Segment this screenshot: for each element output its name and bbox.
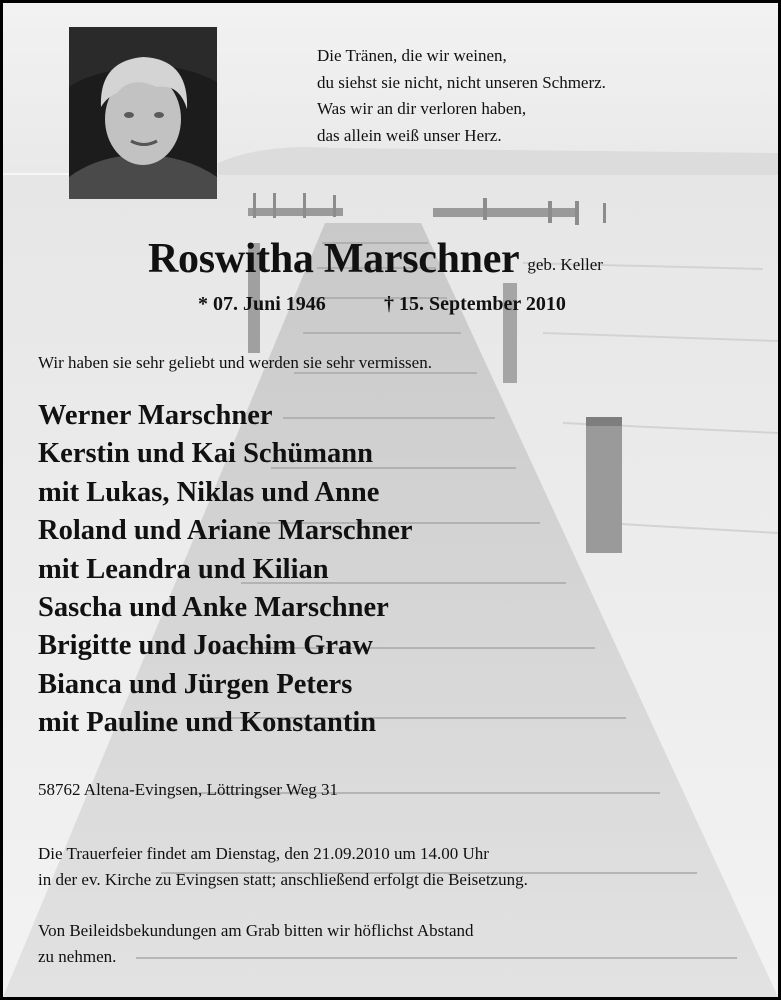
poem — [317, 43, 606, 149]
maiden-name: geb. Keller — [527, 255, 603, 274]
poem-line: Die Tränen, die wir weinen, — [317, 46, 507, 65]
service-line: Die Trauerfeier findet am Dienstag, den 21.09.2010 um 14.00 Uhr — [38, 844, 489, 863]
service-line: in der ev. Kirche zu Evingsen statt; anschließend erfolgt die Beisetzung. — [38, 870, 528, 889]
condolence-line: Von Beileidsbekundungen am Grab bitten wir höflichst Abstand — [38, 921, 474, 940]
family-member: mit Leandra und Kilian — [38, 553, 329, 585]
death-date: † 15. September 2010 — [384, 293, 566, 315]
family-member: Sascha und Anke Marschner — [38, 592, 389, 624]
deceased-name: Roswitha Marschner — [148, 236, 520, 282]
portrait-silhouette-icon — [69, 27, 217, 199]
condolence-note — [38, 918, 473, 970]
family-member: Werner Marschner — [38, 400, 273, 431]
family-list — [38, 397, 413, 743]
funeral-service-info — [38, 841, 528, 893]
family-member: Bianca und Jürgen Peters — [38, 668, 353, 700]
poem-line: das allein weiß unser Herz. — [317, 125, 502, 145]
family-member: Roland und Ariane Marschner — [38, 515, 413, 547]
birth-date: * 07. Juni 1946 — [198, 293, 326, 315]
address: 58762 Altena-Evingsen, Löttringser Weg 31 — [38, 780, 339, 799]
portrait-photo — [69, 27, 217, 199]
family-member: Kerstin und Kai Schümann — [38, 438, 373, 470]
family-member: Brigitte und Joachim Graw — [38, 630, 373, 662]
deceased-name-line — [148, 235, 603, 283]
poem-line: Was wir an dir verloren haben, — [317, 99, 527, 118]
farewell-line: Wir haben sie sehr geliebt und werden sie sehr vermissen. — [38, 353, 432, 372]
poem-line: du siehst sie nicht, nicht unseren Schmerz. — [317, 72, 606, 92]
family-member: mit Pauline und Konstantin — [38, 707, 377, 739]
condolence-line: zu nehmen. — [38, 947, 117, 966]
family-member: mit Lukas, Niklas und Anne — [38, 476, 380, 508]
